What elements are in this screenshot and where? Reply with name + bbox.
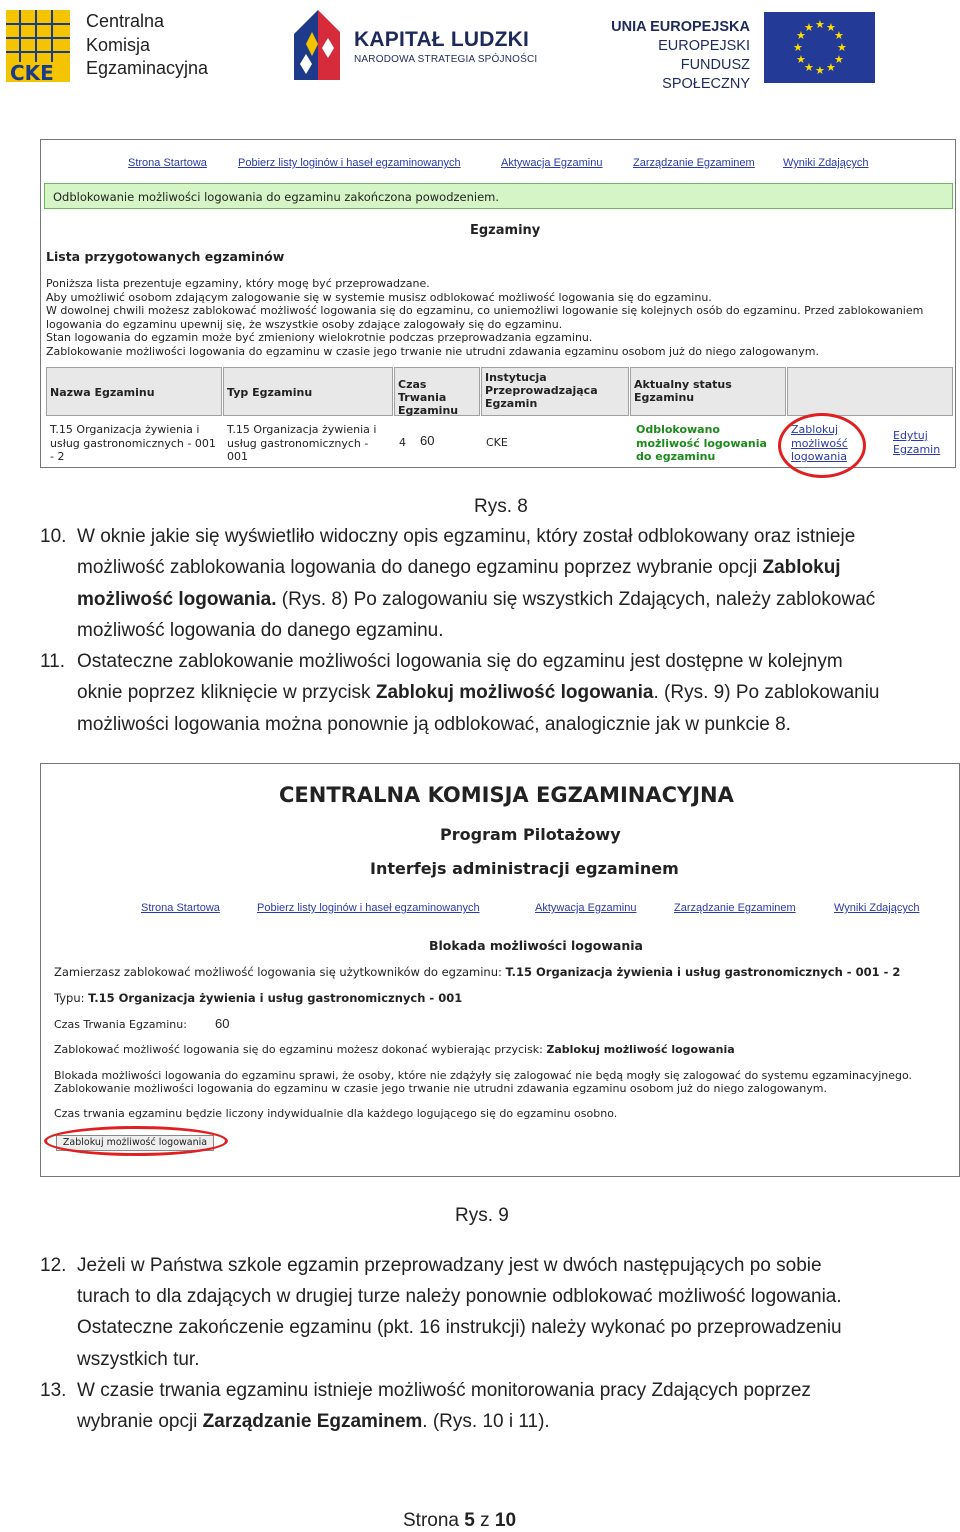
- fig9-title-2: Program Pilotażowy: [440, 825, 621, 844]
- ue-line: UNIA EUROPEJSKA: [611, 19, 750, 35]
- item-number: 10.: [40, 526, 67, 547]
- ue-text: [596, 18, 750, 94]
- svg-text:★: ★: [834, 29, 844, 42]
- edit-exam-link[interactable]: Edytuj Egzamin: [893, 429, 941, 456]
- col-header-duration: Czas Trwania Egzaminu: [394, 367, 480, 416]
- fig9-section-title: Blokada możliwości logowania: [429, 938, 643, 953]
- text-line: oknie poprzez kliknięcie w przycisk Zablokuj możliwość logowania. (Rys. 9) Po zablokowaniu: [77, 682, 880, 703]
- fig9-line-6: Zablokowanie możliwości logowania do egzaminu w czasie jego trwanie nie utrudni zdawania egzaminu osobom już do niego zalogowanym.: [54, 1082, 827, 1095]
- svg-text:★: ★: [834, 53, 844, 66]
- text-line: możliwość zablokowania logowania do danego egzaminu poprzez wybranie opcji Zablokuj: [77, 557, 841, 578]
- success-message: Odblokowanie możliwości logowania do egzaminu zakończona powodzeniem.: [44, 183, 953, 209]
- nav-home-link[interactable]: Strona Startowa: [128, 157, 207, 169]
- svg-text:★: ★: [826, 61, 836, 74]
- cell-duration-prefix: 4: [399, 436, 406, 449]
- description-line: W dowolnej chwili możesz zablokować możliwość logowania się do egzaminu, co uniemożliwi logowanie się kolejnych osób do egzaminu. Przed zablokowaniem: [46, 304, 924, 317]
- nav-manage-link[interactable]: Zarządzanie Egzaminem: [674, 902, 796, 914]
- svg-text:★: ★: [826, 21, 836, 34]
- fig9-line-5: Blokada możliwości logowania do egzaminu sprawi, że osoby, które nie zdążyły się zalogować nie będą mogły się zalogować do systemu egzaminacyjnego.: [54, 1069, 913, 1082]
- cell-institution: CKE: [486, 436, 508, 449]
- text-line: wszystkich tur.: [77, 1349, 200, 1370]
- item-number: 12.: [40, 1255, 67, 1276]
- description-line: Aby umożliwić osobom zdającym zalogowanie się w systemie musisz odblokować możliwość logowania się do egzaminu.: [46, 290, 712, 304]
- text-line: Jeżeli w Państwa szkole egzamin przeprowadzany jest w dwóch następujących po sobie: [77, 1255, 822, 1276]
- col-header-status: Aktualny status Egzaminu: [630, 367, 786, 416]
- svg-text:★: ★: [815, 18, 825, 31]
- fig8-description: [46, 277, 953, 358]
- highlight-oval: [778, 413, 866, 478]
- description-line: Stan logowania do egzamin może być zmieniony wielokrotnie podczas przeprowadzania egzaminu.: [46, 331, 593, 344]
- cell-duration: 60: [420, 433, 435, 448]
- text-line: możliwość logowania. (Rys. 8) Po zalogowaniu się wszystkich Zdających, należy zablokować: [77, 589, 876, 610]
- fig9-title-1: CENTRALNA KOMISJA EGZAMINACYJNA: [279, 783, 734, 807]
- nav-manage-link[interactable]: Zarządzanie Egzaminem: [633, 157, 755, 169]
- kapital-ludzki-logo: [288, 4, 346, 80]
- cke-name-line: Egzaminacyjna: [86, 58, 209, 78]
- nav-download-logins-link[interactable]: Pobierz listy loginów i haseł egzaminowanych: [238, 157, 461, 169]
- description-line: Poniższa lista prezentuje egzaminy, który mogę być przeprowadzane.: [46, 277, 430, 290]
- nav-home-link[interactable]: Strona Startowa: [141, 902, 220, 914]
- col-header-type: Typ Egzaminu: [223, 367, 393, 416]
- figure-9-caption: Rys. 9: [455, 1205, 509, 1226]
- cell-exam-type: T.15 Organizacja żywienia i usług gastronomicznych - 001: [227, 423, 377, 463]
- list-heading: Lista przygotowanych egzaminów: [46, 249, 285, 264]
- svg-text:★: ★: [815, 64, 825, 77]
- cke-name: [86, 10, 208, 81]
- lock-login-button[interactable]: Zablokuj możliwość logowania: [56, 1135, 214, 1151]
- svg-text:★: ★: [804, 21, 814, 34]
- ue-line: FUNDUSZ SPOŁECZNY: [662, 57, 750, 92]
- fig9-line-1: Zamierzasz zablokować możliwość logowania się użytkowników do egzaminu: T.15 Organizacja żywienia i usług gastronomicznych - 001 - 2: [54, 965, 901, 979]
- description-line: Zablokowanie możliwości logowania do egzaminu w czasie jego trwanie nie utrudni zdawania egzaminu osobom już do niego zalogowanym.: [46, 344, 819, 358]
- svg-text:★: ★: [837, 41, 847, 54]
- figure-8-caption: Rys. 8: [474, 496, 528, 517]
- fig9-duration-value: 60: [215, 1016, 230, 1031]
- highlight-oval: [44, 1126, 228, 1156]
- cke-logo-text: CKE: [10, 61, 54, 82]
- page-number: Strona 5 z 10: [403, 1510, 517, 1531]
- kapital-ludzki-title: KAPITAŁ LUDZKI: [354, 28, 530, 51]
- nav-results-link[interactable]: Wyniki Zdających: [834, 902, 920, 914]
- text-line: możliwości logowania można ponownie ją odblokować, analogicznie jak w punkcie 8.: [77, 714, 791, 735]
- lock-login-link[interactable]: Zablokuj możliwość logowania: [791, 423, 848, 463]
- fig9-type-line: Typu: T.15 Organizacja żywienia i usług gastronomicznych - 001: [54, 991, 463, 1005]
- item-number: 11.: [40, 651, 66, 672]
- kapital-ludzki-subtitle: NARODOWA STRATEGIA SPÓJNOŚCI: [354, 54, 538, 65]
- fig8-title: Egzaminy: [470, 223, 541, 238]
- nav-activation-link[interactable]: Aktywacja Egzaminu: [535, 902, 637, 914]
- col-header-actions: [787, 367, 953, 416]
- nav-activation-link[interactable]: Aktywacja Egzaminu: [501, 157, 603, 169]
- exams-table: [46, 367, 953, 466]
- cell-status: Odblokowano możliwość logowania do egzaminu: [636, 423, 767, 463]
- text-line: Ostateczne zablokowanie możliwości logowania się do egzaminu jest dostępne w kolejnym: [77, 651, 843, 672]
- cke-name-line: Komisja: [86, 34, 151, 55]
- item-number: 13.: [40, 1380, 67, 1401]
- svg-text:★: ★: [793, 41, 803, 54]
- eu-flag-icon: [764, 12, 875, 83]
- fig9-duration-label: Czas Trwania Egzaminu:: [54, 1018, 187, 1031]
- cell-exam-name: T.15 Organizacja żywienia i usług gastronomicznych - 001 - 2: [50, 423, 216, 463]
- fig9-line-7: Czas trwania egzaminu będzie liczony indywidualnie dla każdego logującego się do egzaminu osobno.: [54, 1107, 618, 1120]
- text-line: turach to dla zdających w drugiej turze należy ponownie odblokować możliwość logowania.: [77, 1286, 842, 1307]
- description-line: logowania do egzaminu upewnij się, że wszystkie osoby zdające zalogowały się do egzaminu.: [46, 317, 563, 331]
- fig9-title-3: Interfejs administracji egzaminem: [370, 859, 679, 878]
- text-line: wybranie opcji Zarządzanie Egzaminem. (Rys. 10 i 11).: [77, 1411, 550, 1432]
- cke-logo: [6, 10, 70, 82]
- col-header-institution: Instytucja Przeprowadzająca Egzamin: [481, 367, 629, 416]
- svg-text:★: ★: [796, 53, 806, 66]
- fig9-line-4: Zablokować możliwość logowania się do egzaminu możesz dokonać wybierając przycisk: Zablokuj możliwość logowania: [54, 1043, 735, 1056]
- nav-results-link[interactable]: Wyniki Zdających: [783, 157, 869, 169]
- svg-text:★: ★: [804, 61, 814, 74]
- text-line: W oknie jakie się wyświetliło widoczny opis egzaminu, który został odblokowany oraz istnieje: [77, 526, 856, 547]
- col-header-name: Nazwa Egzaminu: [46, 367, 222, 416]
- nav-download-logins-link[interactable]: Pobierz listy loginów i haseł egzaminowanych: [257, 902, 480, 914]
- text-line: Ostateczne zakończenie egzaminu (pkt. 16 instrukcji) należy wykonać po przeprowadzeniu: [77, 1317, 842, 1338]
- ue-line: EUROPEJSKI: [658, 38, 750, 54]
- cke-name-line: Centralna: [86, 11, 165, 31]
- svg-text:★: ★: [796, 29, 806, 42]
- text-line: możliwość logowania do danego egzaminu.: [77, 620, 444, 641]
- text-line: W czasie trwania egzaminu istnieje możliwość monitorowania pracy Zdających poprzez: [77, 1380, 811, 1401]
